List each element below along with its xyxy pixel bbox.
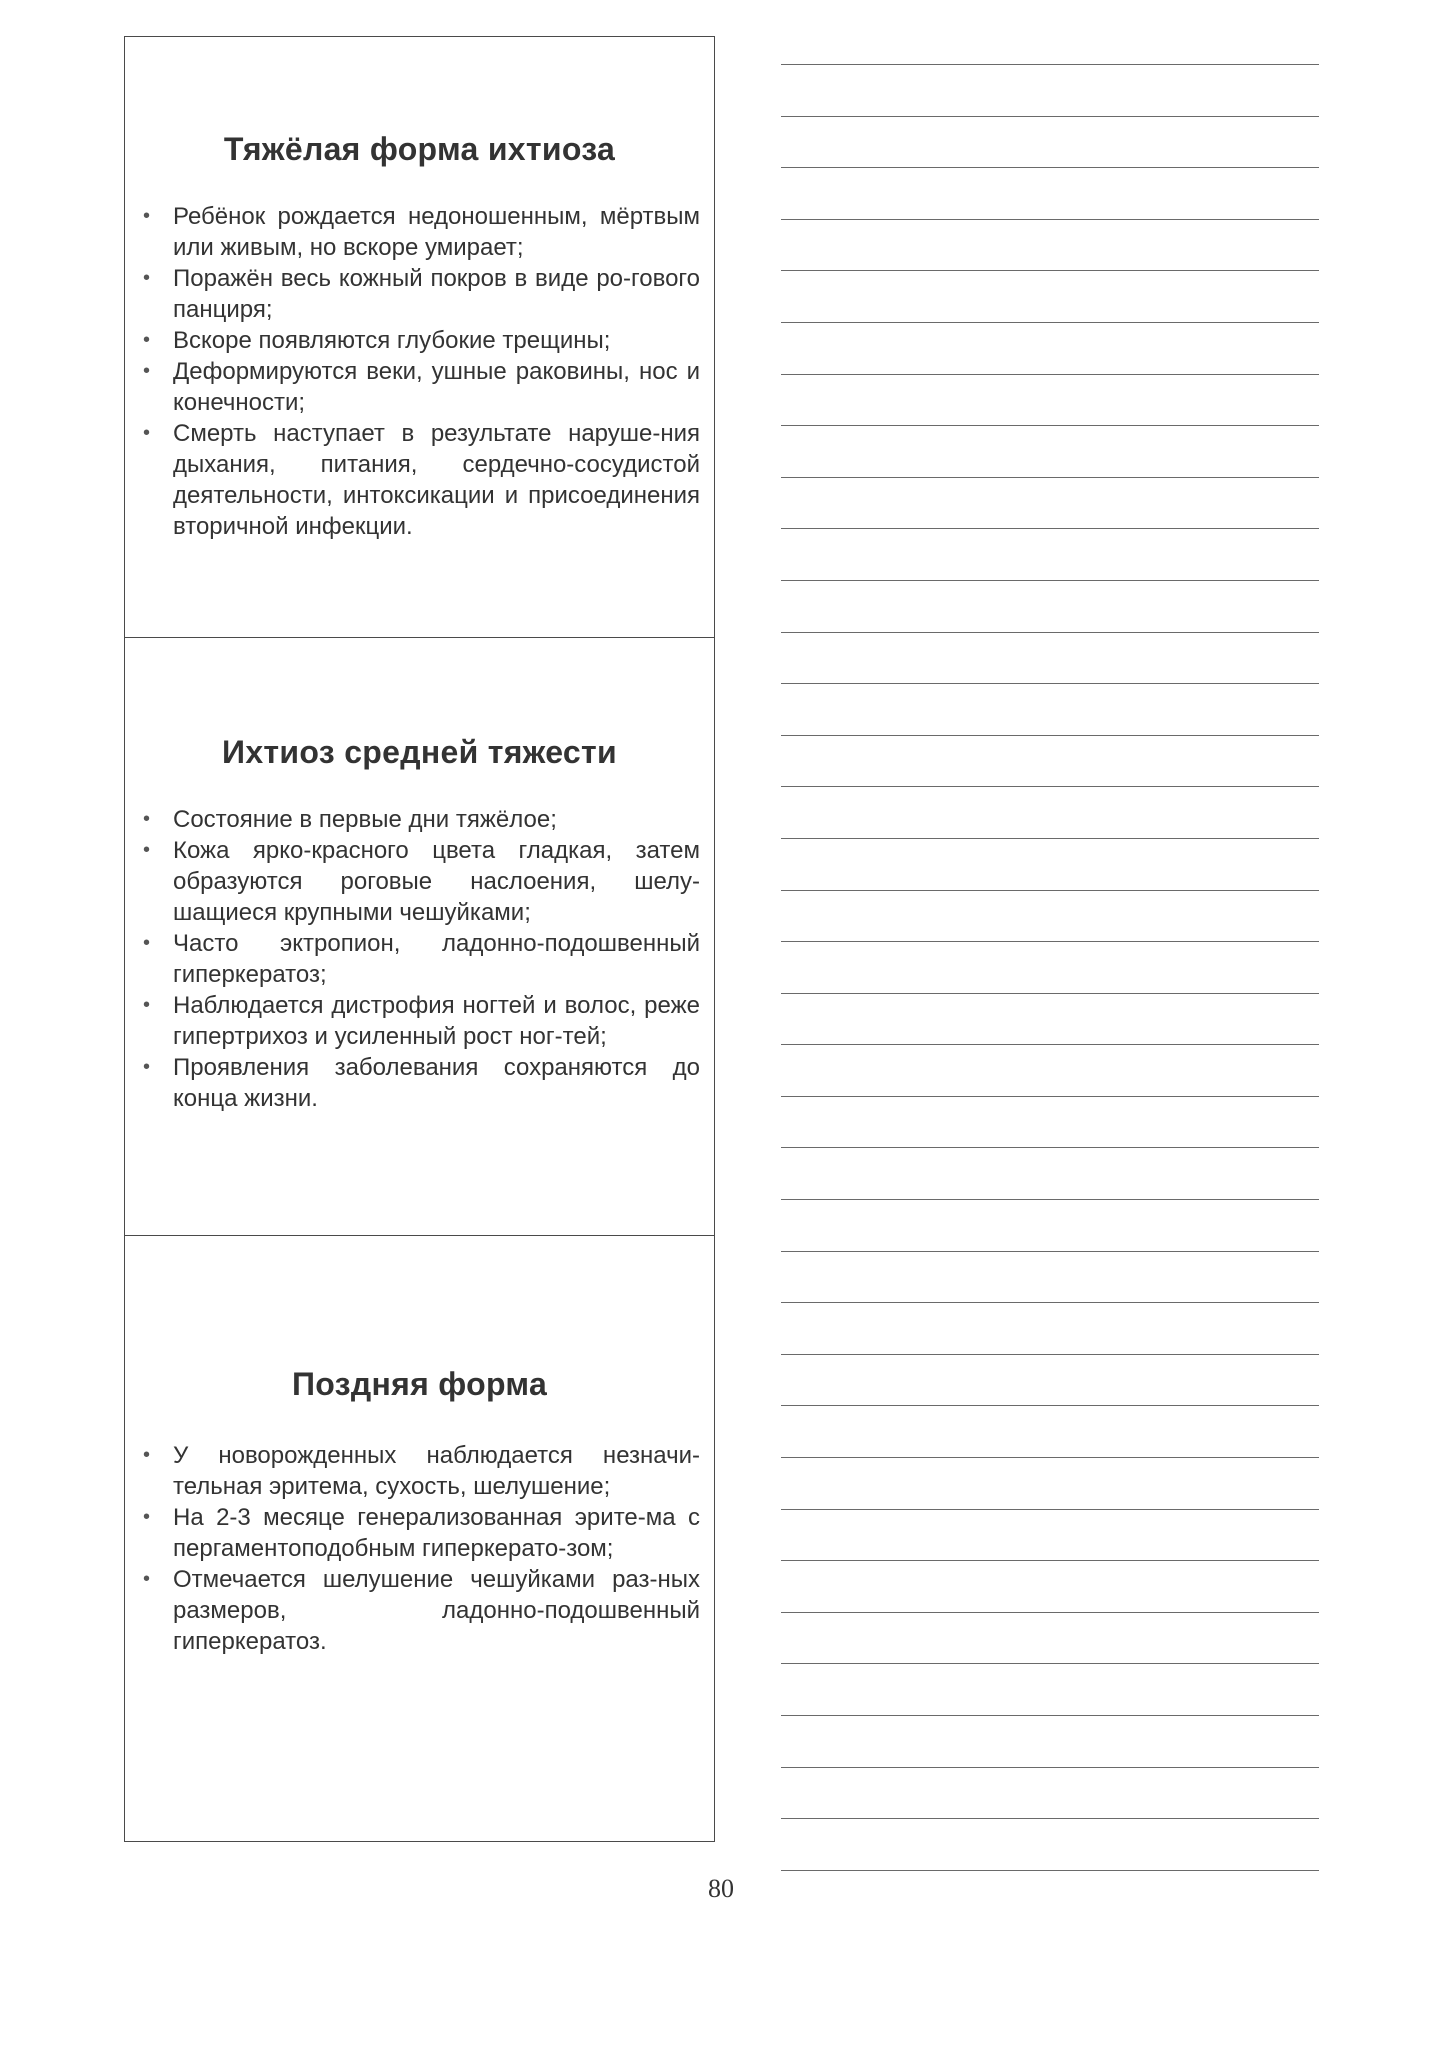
bullet-list [139,201,700,542]
note-line [781,1509,1319,1510]
note-line [781,528,1319,529]
note-line [781,116,1319,117]
section-title: Поздняя форма [291,1366,548,1402]
note-line [781,1405,1319,1406]
bullet-list [139,1440,700,1657]
note-line [781,993,1319,994]
note-line [781,580,1319,581]
note-line [781,786,1319,787]
section-late-form [125,1235,714,1841]
list-item: • Отмечается шелушение чешуйками раз-ных размеров, ладонно-подошвенный гиперкератоз. [139,1564,700,1657]
note-line [781,1251,1319,1252]
note-line [781,1096,1319,1097]
list-item: • Кожа ярко-красного цвета гладкая, затем образуются роговые наслоения, шелу-шащиеся крупными чешуйками; [139,835,700,928]
content-frame [124,36,715,1842]
note-line [781,735,1319,736]
list-item: • Проявления заболевания сохраняются до конца жизни. [139,1052,700,1114]
page-number: 80 [708,1874,734,1903]
note-line [781,890,1319,891]
note-line [781,1870,1319,1871]
note-line [781,1044,1319,1045]
section-severe-ichthyosis [125,37,714,637]
note-line [781,374,1319,375]
note-line [781,425,1319,426]
note-line [781,64,1319,65]
note-line [781,1199,1319,1200]
section-moderate-ichthyosis [125,637,714,1235]
list-item: • Состояние в первые дни тяжёлое; [139,804,700,835]
bullet-list [139,804,700,1114]
list-item: • Деформируются веки, ушные раковины, нос и конечности; [139,356,700,418]
section-title: Ихтиоз средней тяжести [222,734,617,770]
note-lines [781,64,1319,1921]
note-line [781,1818,1319,1819]
list-item: • На 2-3 месяце генерализованная эрите-ма с пергаментоподобным гиперкерато-зом; [139,1502,700,1564]
section-title: Тяжёлая форма ихтиоза [223,131,616,167]
note-line [781,1663,1319,1664]
list-item: • Поражён весь кожный покров в виде ро-гового панциря; [139,263,700,325]
list-item: • Наблюдается дистрофия ногтей и волос, реже гипертрихоз и усиленный рост ног-тей; [139,990,700,1052]
note-line [781,1715,1319,1716]
note-line [781,941,1319,942]
note-line [781,477,1319,478]
note-line [781,1354,1319,1355]
note-line [781,1457,1319,1458]
note-line [781,270,1319,271]
list-item: • Часто эктропион, ладонно-подошвенный гиперкератоз; [139,928,700,990]
note-line [781,1612,1319,1613]
note-line [781,632,1319,633]
list-item: • Ребёнок рождается недоношенным, мёртвым или живым, но вскоре умирает; [139,201,700,263]
list-item: • Смерть наступает в результате наруше-ния дыхания, питания, сердечно-сосудистой деятельности, интоксикации и присоединения вторичной инфекции. [139,418,700,542]
note-line [781,1302,1319,1303]
list-item: • У новорожденных наблюдается незначи-тельная эритема, сухость, шелушение; [139,1440,700,1502]
note-line [781,838,1319,839]
note-line [781,219,1319,220]
note-line [781,167,1319,168]
note-line [781,683,1319,684]
note-line [781,322,1319,323]
note-line [781,1767,1319,1768]
note-line [781,1147,1319,1148]
note-line [781,1560,1319,1561]
list-item: • Вскоре появляются глубокие трещины; [139,325,700,356]
